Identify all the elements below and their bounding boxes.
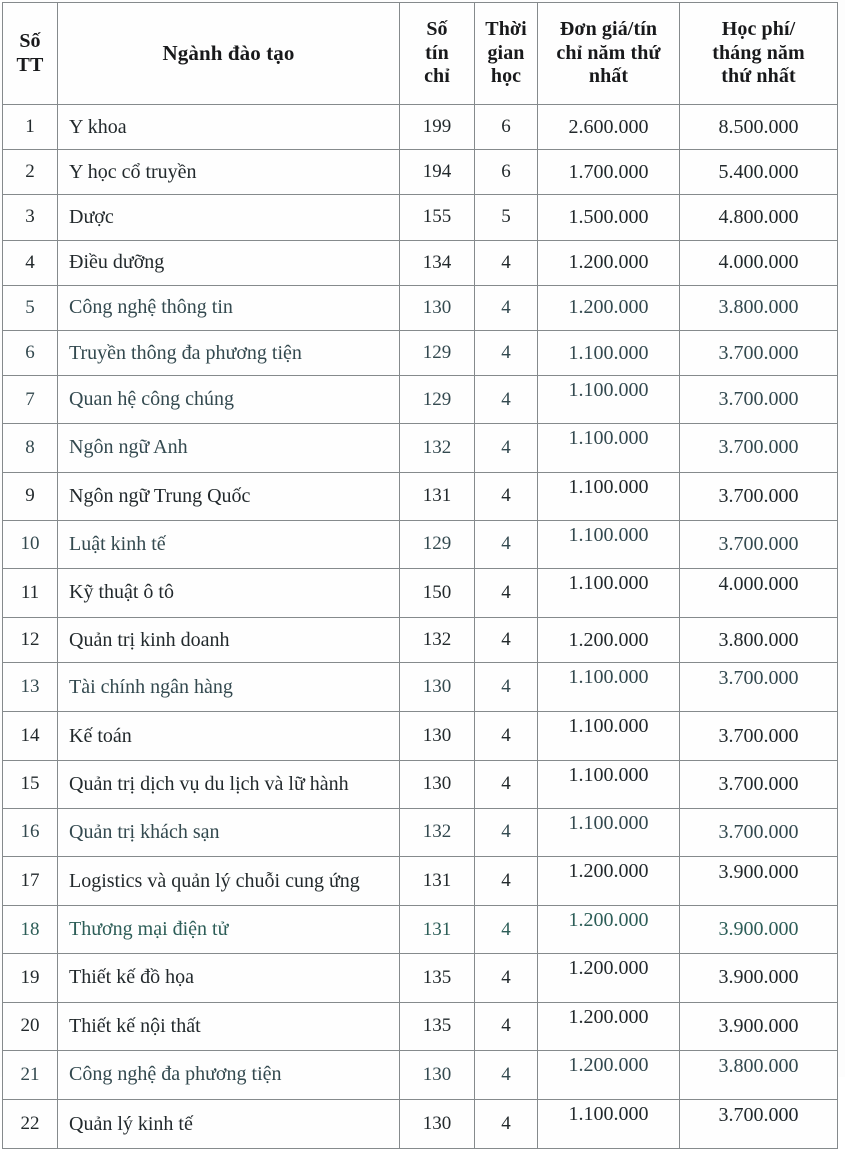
- cell-nganh-dao-tao: Kế toán: [58, 712, 400, 760]
- table-row: [3, 808, 838, 856]
- cell-stt: 20: [3, 1002, 58, 1050]
- cell-so-tin-chi: 130: [400, 285, 475, 330]
- cell-don-gia: 1.200.000: [538, 857, 680, 906]
- cell-thoi-gian-hoc: 4: [475, 424, 538, 472]
- cell-hoc-phi: 5.400.000: [680, 150, 838, 195]
- cell-hoc-phi: 4.000.000: [680, 240, 838, 285]
- cell-stt: 17: [3, 857, 58, 906]
- table-row: [3, 472, 838, 520]
- cell-nganh-dao-tao: Truyền thông đa phương tiện: [58, 330, 400, 375]
- cell-so-tin-chi: 130: [400, 760, 475, 808]
- header-line: thứ nhất: [721, 65, 796, 88]
- cell-thoi-gian-hoc: 4: [475, 1050, 538, 1099]
- cell-nganh-dao-tao: Quản trị khách sạn: [58, 808, 400, 856]
- table-header: [3, 3, 838, 105]
- cell-stt: 15: [3, 760, 58, 808]
- cell-nganh-dao-tao: Kỹ thuật ô tô: [58, 568, 400, 617]
- table-row: [3, 240, 838, 285]
- cell-thoi-gian-hoc: 4: [475, 808, 538, 856]
- cell-hoc-phi: 3.700.000: [680, 760, 838, 808]
- cell-don-gia: 1.100.000: [538, 1099, 680, 1148]
- cell-stt: 6: [3, 330, 58, 375]
- cell-so-tin-chi: 130: [400, 712, 475, 760]
- cell-so-tin-chi: 135: [400, 1002, 475, 1050]
- cell-thoi-gian-hoc: 6: [475, 105, 538, 150]
- cell-don-gia: 1.100.000: [538, 568, 680, 617]
- cell-hoc-phi: 3.700.000: [680, 712, 838, 760]
- cell-nganh-dao-tao: Thiết kế nội thất: [58, 1002, 400, 1050]
- cell-don-gia: 1.200.000: [538, 618, 680, 663]
- table-row: [3, 857, 838, 906]
- table-row: [3, 520, 838, 568]
- cell-hoc-phi: 3.700.000: [680, 424, 838, 472]
- header-line: nhất: [588, 65, 629, 88]
- cell-don-gia: 1.200.000: [538, 240, 680, 285]
- table-row: [3, 760, 838, 808]
- cell-thoi-gian-hoc: 4: [475, 857, 538, 906]
- cell-thoi-gian-hoc: 4: [475, 330, 538, 375]
- cell-nganh-dao-tao: Điều dưỡng: [58, 240, 400, 285]
- cell-stt: 18: [3, 906, 58, 954]
- cell-thoi-gian-hoc: 4: [475, 954, 538, 1002]
- column-header-thoi-gian-hoc: [475, 3, 538, 105]
- cell-so-tin-chi: 132: [400, 808, 475, 856]
- table-row: [3, 150, 838, 195]
- header-row: [3, 3, 838, 105]
- cell-nganh-dao-tao: Tài chính ngân hàng: [58, 663, 400, 712]
- table-row: [3, 105, 838, 150]
- cell-hoc-phi: 3.800.000: [680, 285, 838, 330]
- table-row: [3, 1002, 838, 1050]
- cell-stt: 11: [3, 568, 58, 617]
- cell-hoc-phi: 4.000.000: [680, 568, 838, 617]
- table-row: [3, 906, 838, 954]
- cell-thoi-gian-hoc: 4: [475, 376, 538, 424]
- cell-don-gia: 1.100.000: [538, 760, 680, 808]
- cell-so-tin-chi: 134: [400, 240, 475, 285]
- cell-don-gia: 1.200.000: [538, 954, 680, 1002]
- cell-nganh-dao-tao: Y khoa: [58, 105, 400, 150]
- cell-nganh-dao-tao: Thiết kế đồ họa: [58, 954, 400, 1002]
- header-line: tháng năm: [712, 41, 805, 64]
- cell-nganh-dao-tao: Y học cổ truyền: [58, 150, 400, 195]
- table-row: [3, 195, 838, 240]
- cell-hoc-phi: 4.800.000: [680, 195, 838, 240]
- cell-so-tin-chi: 129: [400, 376, 475, 424]
- cell-hoc-phi: 3.700.000: [680, 663, 838, 712]
- cell-thoi-gian-hoc: 4: [475, 906, 538, 954]
- cell-so-tin-chi: 130: [400, 1050, 475, 1099]
- cell-don-gia: 1.100.000: [538, 712, 680, 760]
- cell-so-tin-chi: 132: [400, 424, 475, 472]
- cell-don-gia: 1.100.000: [538, 376, 680, 424]
- column-header-stt: [3, 3, 58, 105]
- cell-stt: 14: [3, 712, 58, 760]
- cell-nganh-dao-tao: Công nghệ đa phương tiện: [58, 1050, 400, 1099]
- cell-so-tin-chi: 199: [400, 105, 475, 150]
- cell-don-gia: 1.200.000: [538, 1050, 680, 1099]
- cell-hoc-phi: 3.900.000: [680, 857, 838, 906]
- cell-don-gia: 1.700.000: [538, 150, 680, 195]
- cell-don-gia: 1.200.000: [538, 1002, 680, 1050]
- cell-don-gia: 1.100.000: [538, 808, 680, 856]
- table-row: [3, 285, 838, 330]
- cell-don-gia: 1.500.000: [538, 195, 680, 240]
- column-header-don-gia-tin-chi: [538, 3, 680, 105]
- cell-stt: 16: [3, 808, 58, 856]
- header-line: gian: [487, 41, 525, 64]
- header-line: tín: [425, 41, 449, 64]
- cell-thoi-gian-hoc: 6: [475, 150, 538, 195]
- cell-stt: 1: [3, 105, 58, 150]
- cell-so-tin-chi: 150: [400, 568, 475, 617]
- cell-nganh-dao-tao: Ngôn ngữ Trung Quốc: [58, 472, 400, 520]
- table-row: [3, 712, 838, 760]
- cell-stt: 12: [3, 618, 58, 663]
- cell-hoc-phi: 3.800.000: [680, 618, 838, 663]
- cell-hoc-phi: 8.500.000: [680, 105, 838, 150]
- cell-thoi-gian-hoc: 4: [475, 663, 538, 712]
- table-row: [3, 330, 838, 375]
- cell-thoi-gian-hoc: 4: [475, 1099, 538, 1148]
- cell-don-gia: 2.600.000: [538, 105, 680, 150]
- cell-thoi-gian-hoc: 4: [475, 618, 538, 663]
- cell-hoc-phi: 3.700.000: [680, 472, 838, 520]
- table-row: [3, 618, 838, 663]
- cell-stt: 5: [3, 285, 58, 330]
- cell-don-gia: 1.100.000: [538, 424, 680, 472]
- table-row: [3, 663, 838, 712]
- cell-thoi-gian-hoc: 4: [475, 568, 538, 617]
- cell-hoc-phi: 3.900.000: [680, 954, 838, 1002]
- cell-stt: 3: [3, 195, 58, 240]
- table-row: [3, 1099, 838, 1148]
- cell-thoi-gian-hoc: 4: [475, 760, 538, 808]
- cell-so-tin-chi: 132: [400, 618, 475, 663]
- header-line: Đơn giá/tín: [559, 18, 658, 41]
- cell-nganh-dao-tao: Quan hệ công chúng: [58, 376, 400, 424]
- cell-thoi-gian-hoc: 5: [475, 195, 538, 240]
- cell-thoi-gian-hoc: 4: [475, 240, 538, 285]
- cell-stt: 7: [3, 376, 58, 424]
- header-line: Học phí/: [721, 18, 796, 41]
- cell-nganh-dao-tao: Luật kinh tế: [58, 520, 400, 568]
- cell-hoc-phi: 3.700.000: [680, 808, 838, 856]
- cell-don-gia: 1.100.000: [538, 663, 680, 712]
- cell-thoi-gian-hoc: 4: [475, 472, 538, 520]
- cell-stt: 21: [3, 1050, 58, 1099]
- cell-hoc-phi: 3.700.000: [680, 1099, 838, 1148]
- cell-stt: 22: [3, 1099, 58, 1148]
- cell-stt: 9: [3, 472, 58, 520]
- cell-don-gia: 1.100.000: [538, 520, 680, 568]
- column-header-hoc-phi-thang: [680, 3, 838, 105]
- cell-so-tin-chi: 130: [400, 663, 475, 712]
- cell-so-tin-chi: 155: [400, 195, 475, 240]
- cell-so-tin-chi: 131: [400, 857, 475, 906]
- cell-stt: 13: [3, 663, 58, 712]
- cell-nganh-dao-tao: Công nghệ thông tin: [58, 285, 400, 330]
- cell-thoi-gian-hoc: 4: [475, 285, 538, 330]
- header-line: Thời: [485, 18, 527, 41]
- cell-so-tin-chi: 131: [400, 472, 475, 520]
- header-line: chỉ: [424, 65, 450, 88]
- cell-so-tin-chi: 129: [400, 520, 475, 568]
- table-row: [3, 1050, 838, 1099]
- cell-thoi-gian-hoc: 4: [475, 712, 538, 760]
- header-line: Ngành đào tạo: [162, 41, 295, 66]
- cell-thoi-gian-hoc: 4: [475, 520, 538, 568]
- cell-don-gia: 1.100.000: [538, 330, 680, 375]
- cell-nganh-dao-tao: Quản trị kinh doanh: [58, 618, 400, 663]
- cell-stt: 4: [3, 240, 58, 285]
- header-line: Số: [426, 18, 448, 41]
- cell-thoi-gian-hoc: 4: [475, 1002, 538, 1050]
- cell-stt: 10: [3, 520, 58, 568]
- cell-nganh-dao-tao: Thương mại điện tử: [58, 906, 400, 954]
- header-line: chỉ năm thứ: [556, 41, 661, 64]
- cell-nganh-dao-tao: Dược: [58, 195, 400, 240]
- table-row: [3, 568, 838, 617]
- cell-nganh-dao-tao: Ngôn ngữ Anh: [58, 424, 400, 472]
- table-row: [3, 954, 838, 1002]
- cell-don-gia: 1.200.000: [538, 285, 680, 330]
- cell-hoc-phi: 3.700.000: [680, 520, 838, 568]
- cell-hoc-phi: 3.700.000: [680, 330, 838, 375]
- cell-so-tin-chi: 130: [400, 1099, 475, 1148]
- cell-stt: 19: [3, 954, 58, 1002]
- cell-nganh-dao-tao: Logistics và quản lý chuỗi cung ứng: [58, 857, 400, 906]
- cell-don-gia: 1.100.000: [538, 472, 680, 520]
- table-body: [3, 105, 838, 1149]
- cell-don-gia: 1.200.000: [538, 906, 680, 954]
- column-header-nganh-dao-tao: [58, 3, 400, 105]
- table-row: [3, 376, 838, 424]
- cell-hoc-phi: 3.900.000: [680, 1002, 838, 1050]
- cell-nganh-dao-tao: Quản lý kinh tế: [58, 1099, 400, 1148]
- cell-hoc-phi: 3.800.000: [680, 1050, 838, 1099]
- cell-so-tin-chi: 129: [400, 330, 475, 375]
- cell-so-tin-chi: 135: [400, 954, 475, 1002]
- table-row: [3, 424, 838, 472]
- cell-so-tin-chi: 131: [400, 906, 475, 954]
- header-line: Số: [19, 29, 41, 52]
- cell-hoc-phi: 3.700.000: [680, 376, 838, 424]
- cell-stt: 2: [3, 150, 58, 195]
- cell-stt: 8: [3, 424, 58, 472]
- column-header-so-tin-chi: [400, 3, 475, 105]
- cell-so-tin-chi: 194: [400, 150, 475, 195]
- header-line: TT: [16, 53, 44, 76]
- cell-hoc-phi: 3.900.000: [680, 906, 838, 954]
- cell-nganh-dao-tao: Quản trị dịch vụ du lịch và lữ hành: [58, 760, 400, 808]
- tuition-fee-table: [2, 2, 838, 1149]
- header-line: học: [490, 65, 522, 88]
